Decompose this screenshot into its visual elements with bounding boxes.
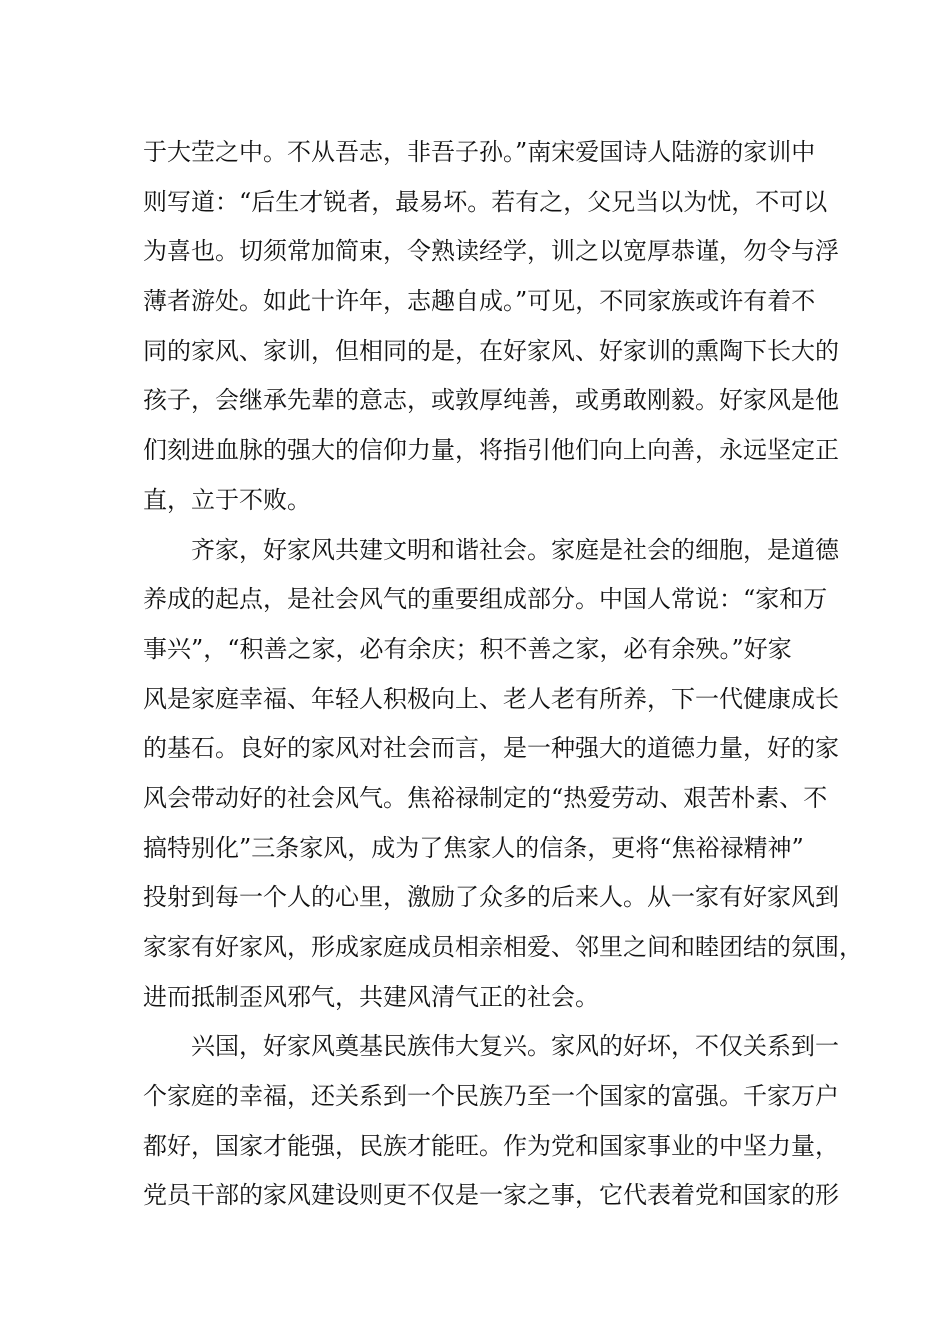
text-line: 同的家风、家训，但相同的是，在好家风、好家训的熏陶下长大的 bbox=[143, 336, 839, 365]
text-line: 齐家，好家风共建文明和谐社会。家庭是社会的细胞，是道德 bbox=[191, 535, 839, 564]
paragraph-p2 bbox=[143, 526, 863, 1023]
paragraph-p1 bbox=[143, 128, 839, 526]
paragraph-p3 bbox=[143, 1022, 839, 1221]
text-line: 进而抵制歪风邪气，共建风清气正的社会。 bbox=[143, 982, 599, 1011]
text-line: 风会带动好的社会风气。焦裕禄制定的“热爱劳动、艰苦朴素、不 bbox=[143, 783, 828, 812]
text-line: 为喜也。切须常加简束，令熟读经学，训之以宽厚恭谨，勿令与浮 bbox=[143, 237, 839, 266]
text-line: 直，立于不败。 bbox=[143, 485, 311, 514]
text-line: 兴国，好家风奠基民族伟大复兴。家风的好坏，不仅关系到一 bbox=[191, 1032, 839, 1061]
text-line: 的基石。良好的家风对社会而言，是一种强大的道德力量，好的家 bbox=[143, 734, 839, 763]
text-line: 薄者游处。如此十许年，志趣自成。”可见，不同家族或许有着不 bbox=[143, 287, 816, 316]
text-line: 们刻进血脉的强大的信仰力量，将指引他们向上向善，永远坚定正 bbox=[143, 436, 839, 465]
text-line: 孩子，会继承先辈的意志，或敦厚纯善，或勇敢刚毅。好家风是他 bbox=[143, 386, 839, 415]
text-line: 事兴”，“积善之家，必有余庆；积不善之家，必有余殃。”好家 bbox=[143, 634, 792, 663]
document-body bbox=[143, 128, 863, 1221]
text-line: 于大茔之中。不从吾志，非吾子孙。”南宋爱国诗人陆游的家训中 bbox=[143, 138, 816, 166]
text-line: 搞特别化”三条家风，成为了焦家人的信条，更将“焦裕禄精神” bbox=[143, 833, 804, 862]
text-line: 养成的起点，是社会风气的重要组成部分。中国人常说：“家和万 bbox=[143, 585, 828, 614]
text-line: 投射到每一个人的心里，激励了众多的后来人。从一家有好家风到 bbox=[143, 883, 839, 912]
text-line: 风是家庭幸福、年轻人积极向上、老人老有所养，下一代健康成长 bbox=[143, 684, 839, 713]
text-line: 都好，国家才能强，民族才能旺。作为党和国家事业的中坚力量， bbox=[143, 1131, 839, 1160]
text-line: 则写道：“后生才锐者，最易坏。若有之，父兄当以为忧，不可以 bbox=[143, 187, 828, 216]
text-line: 家家有好家风，形成家庭成员相亲相爱、邻里之间和睦团结的氛围， bbox=[143, 933, 863, 961]
text-line: 党员干部的家风建设则更不仅是一家之事，它代表着党和国家的形 bbox=[143, 1181, 839, 1210]
text-line: 个家庭的幸福，还关系到一个民族乃至一个国家的富强。千家万户 bbox=[143, 1082, 839, 1111]
